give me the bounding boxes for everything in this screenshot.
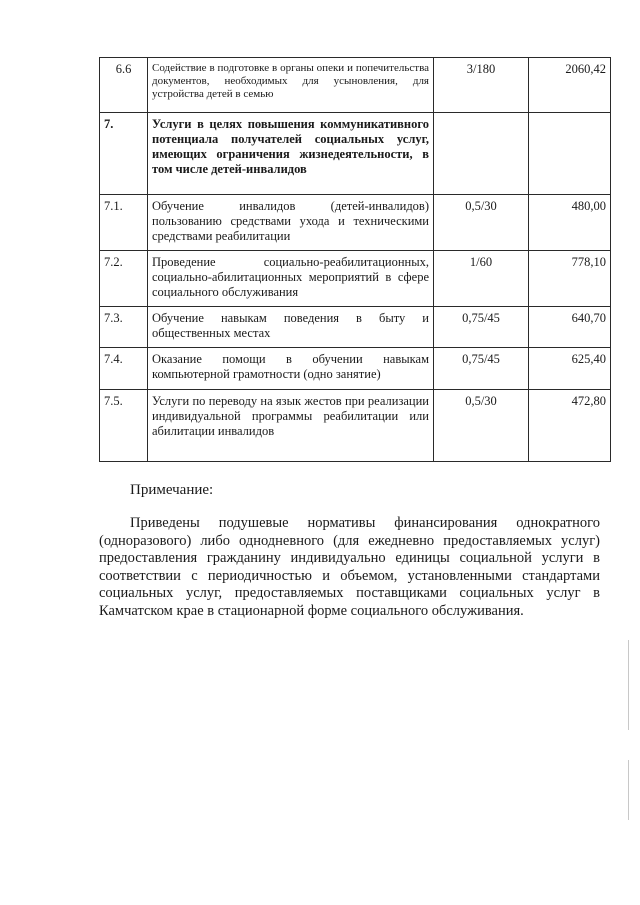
service-norm: 1/60 <box>434 251 529 307</box>
service-norm: 0,75/45 <box>434 307 529 348</box>
service-description: Содействие в подготовке в органы опеки и попечительства документов, необходимых для усыновления, для устройства детей в семью <box>148 58 434 113</box>
row-number: 7.2. <box>100 251 148 307</box>
service-norm <box>434 113 529 195</box>
note-paragraph: Приведены подушевые нормативы финансирования однократного (одноразового) либо однодневного (для ежедневно предоставляемых услуг) предоставления гражданину индивидуально единицы социальной услуги в соответствии с периодичностью и объемом, установленными стандартами социальных услуг, предоставляемых поставщиками социальных услуг в Камчатском крае в стационарной форме социального обслуживания. <box>99 515 600 619</box>
row-number: 7.3. <box>100 307 148 348</box>
row-number: 7.1. <box>100 195 148 251</box>
service-description: Услуги по переводу на язык жестов при реализации индивидуальной программы реабилитации или абилитации инвалидов <box>148 390 434 462</box>
table-row <box>100 307 611 348</box>
table-row <box>100 390 611 462</box>
service-price: 625,40 <box>529 348 611 390</box>
service-norm: 0,75/45 <box>434 348 529 390</box>
table-row <box>100 348 611 390</box>
service-description: Оказание помощи в обучении навыкам компьютерной грамотности (одно занятие) <box>148 348 434 390</box>
table-row <box>100 58 611 113</box>
service-price: 2060,42 <box>529 58 611 113</box>
section-title: Услуги в целях повышения коммуникативного потенциала получателей социальных услуг, имеющих ограничения жизнедеятельности, в том числе детей-инвалидов <box>148 113 434 195</box>
section-number: 7. <box>100 113 148 195</box>
service-norm: 3/180 <box>434 58 529 113</box>
service-norm: 0,5/30 <box>434 195 529 251</box>
service-description: Обучение навыкам поведения в быту и общественных местах <box>148 307 434 348</box>
scan-artifact-line <box>628 640 629 730</box>
table-row <box>100 195 611 251</box>
service-description: Обучение инвалидов (детей-инвалидов) пользованию средствами ухода и техническими средствами реабилитации <box>148 195 434 251</box>
services-table <box>99 57 611 462</box>
table-row <box>100 251 611 307</box>
service-price: 480,00 <box>529 195 611 251</box>
service-price: 778,10 <box>529 251 611 307</box>
row-number: 7.5. <box>100 390 148 462</box>
scan-artifact-line <box>628 760 629 820</box>
service-description: Проведение социально-реабилитационных, социально-абилитационных мероприятий в сфере социального обслуживания <box>148 251 434 307</box>
service-price: 640,70 <box>529 307 611 348</box>
table-row-section <box>100 113 611 195</box>
row-number: 6.6 <box>100 58 148 113</box>
service-price <box>529 113 611 195</box>
row-number: 7.4. <box>100 348 148 390</box>
service-norm: 0,5/30 <box>434 390 529 462</box>
service-price: 472,80 <box>529 390 611 462</box>
note-title: Примечание: <box>130 482 214 498</box>
